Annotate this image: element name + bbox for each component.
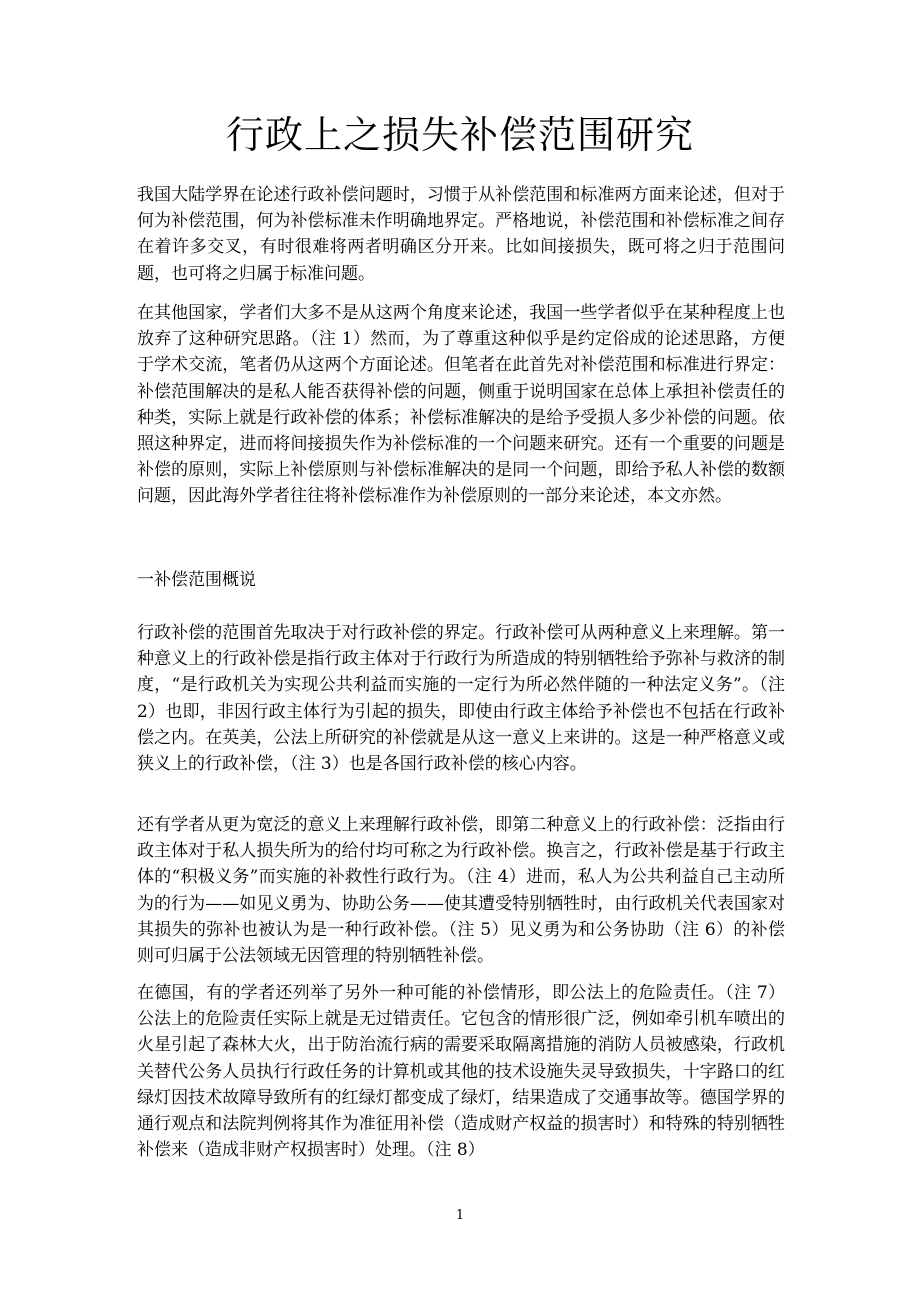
section-paragraph-3: 在德国，有的学者还列举了另外一种可能的补偿情形，即公法上的危险责任。（注 7）公法上的危险责任实际上就是无过错责任。它包含的情形很广泛，例如牵引机车喷出的火星引起了森林大火，出于防治流行病的需要采取隔离措施的消防人员被感染，行政机关替代公务人员执行行政任务的计算机或其他的技术设施失灵导致损失，十字路口的红绿灯因技术故障导致所有的红绿灯都变成了绿灯，结果造成了交通事故等。德国学界的通行观点和法院判例将其作为准征用补偿（造成财产权益的损害时）和特殊的特别牺牲补偿来（造成非财产权损害时）处理。（注 8） — [137, 983, 785, 1161]
page-number: 1 — [455, 1208, 465, 1223]
document-title: 行政上之损失补偿范围研究 — [225, 113, 694, 157]
section-paragraph-2: 还有学者从更为宽泛的意义上来理解行政补偿，即第二种意义上的行政补偿：泛指由行政主体对于私人损失所为的给付均可称之为行政补偿。换言之，行政补偿是基于行政主体的“积极义务”而实施的补救性行政行为。（注 4）进而，私人为公共利益自己主动所为的行为——如见义勇为、协助公务——使其遭受特别牺牲时，由行政机关代表国家对其损失的弥补也被认为是一种行政补偿。（注 5）见义勇为和公务协助（注 6）的补偿则可归属于公法领域无因管理的特别牺牲补偿。 — [137, 815, 785, 967]
intro-paragraph-2: 在其他国家，学者们大多不是从这两个角度来论述，我国一些学者似乎在某种程度上也放弃了这种研究思路。（注 1）然而，为了尊重这种似乎是约定俗成的论述思路，方便于学术交流，笔者仍从这两个方面论述。但笔者在此首先对补偿范围和标准进行界定：补偿范围解决的是私人能否获得补偿的问题，侧重于说明国家在总体上承担补偿责任的种类，实际上就是行政补偿的体系；补偿标准解决的是给予受损人多少补偿的问题。依照这种界定，进而将间接损失作为补偿标准的一个问题来研究。还有一个重要的问题是补偿的原则，实际上补偿原则与补偿标准解决的是同一个问题，即给予私人补偿的数额问题，因此海外学者往往将补偿标准作为补偿原则的一部分来论述，本文亦然。 — [137, 303, 785, 507]
section-heading: 一补偿范围概说 — [137, 570, 256, 590]
section-paragraph-1: 行政补偿的范围首先取决于对行政补偿的界定。行政补偿可从两种意义上来理解。第一种意义上的行政补偿是指行政主体对于行政行为所造成的特别牺牲给予弥补与救济的制度，“是行政机关为实现公共利益而实施的一定行为所必然伴随的一种法定义务”。（注 2）也即，非因行政主体行为引起的损失，即使由行政主体给予补偿也不包括在行政补偿之内。在英美，公法上所研究的补偿就是从这一意义上来讲的。这是一种严格意义或狭义上的行政补偿，（注 3）也是各国行政补偿的核心内容。 — [137, 623, 785, 775]
intro-paragraph-1: 我国大陆学界在论述行政补偿问题时，习惯于从补偿范围和标准两方面来论述，但对于何为补偿范围，何为补偿标准未作明确地界定。严格地说，补偿范围和补偿标准之间存在着许多交叉，有时很难将两者明确区分开来。比如间接损失，既可将之归于范围问题，也可将之归属于标准问题。 — [137, 185, 785, 284]
